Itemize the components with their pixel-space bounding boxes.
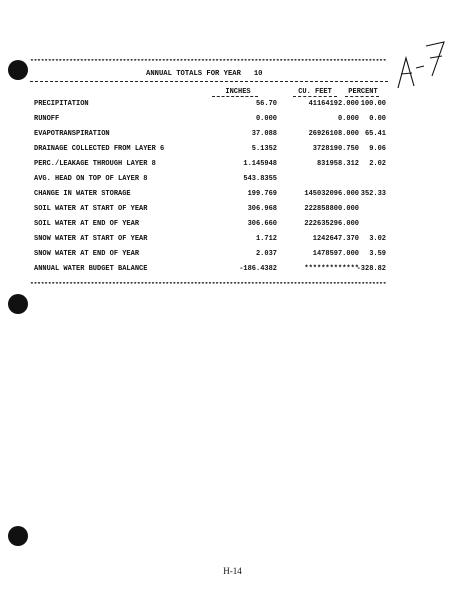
row-cu-feet: 3728190.750 [312, 145, 359, 153]
row-inches: 306.968 [247, 205, 277, 213]
report-title: ANNUAL TOTALS FOR YEAR 10 [146, 70, 263, 78]
row-label: EVAPOTRANSPIRATION [34, 130, 110, 138]
row-inches: 37.088 [251, 130, 277, 138]
row-inches: 199.769 [247, 190, 277, 198]
row-percent: 3.59 [369, 250, 386, 258]
table-row [34, 220, 384, 230]
row-inches: 56.70 [255, 100, 277, 108]
table-row [34, 175, 384, 185]
table-row [34, 250, 384, 260]
row-inches: 1.712 [255, 235, 277, 243]
row-cu-feet: 26926108.000 [308, 130, 359, 138]
row-cu-feet: 41164192.000 [308, 100, 359, 108]
table-row [34, 130, 384, 140]
table-row [34, 115, 384, 125]
row-cu-feet: 222858800.000 [304, 205, 359, 213]
row-label: PERC./LEAKAGE THROUGH LAYER 8 [34, 160, 156, 168]
row-label: RUNOFF [34, 115, 60, 123]
table-row [34, 100, 384, 110]
row-percent: 65.41 [364, 130, 386, 138]
row-cu-feet: 831958.312 [316, 160, 359, 168]
row-inches: 1.145948 [243, 160, 277, 168]
handwritten-annotation [394, 36, 448, 96]
row-cu-feet: 0.000 [337, 115, 359, 123]
row-cu-feet: 1478597.000 [312, 250, 359, 258]
row-label: AVG. HEAD ON TOP OF LAYER 8 [34, 175, 148, 183]
row-inches: 0.000 [255, 115, 277, 123]
row-inches: 2.037 [255, 250, 277, 258]
table-row [34, 205, 384, 215]
row-cu-feet: 145032096.000 [304, 190, 359, 198]
row-percent: 3.02 [369, 235, 386, 243]
row-cu-feet: ************* [304, 265, 359, 273]
table-row [34, 235, 384, 245]
row-inches: 543.8355 [243, 175, 277, 183]
column-underline-inches [212, 96, 258, 97]
column-header-percent: PERCENT [348, 88, 378, 96]
column-header-inches: INCHES [225, 88, 251, 96]
table-row [34, 265, 384, 275]
row-inches: 5.1352 [251, 145, 277, 153]
row-label: SOIL WATER AT END OF YEAR [34, 220, 140, 228]
row-percent: 2.02 [369, 160, 386, 168]
star-separator-top: **************************************************************************************************** [30, 59, 387, 65]
row-label: SNOW WATER AT END OF YEAR [34, 250, 140, 258]
row-label: PRECIPITATION [34, 100, 89, 108]
row-percent: 9.06 [369, 145, 386, 153]
row-inches: -186.4382 [239, 265, 277, 273]
row-label: SNOW WATER AT START OF YEAR [34, 235, 148, 243]
dashed-rule-top [30, 81, 388, 82]
column-underline-cu-feet [293, 96, 337, 97]
table-row [34, 190, 384, 200]
row-percent: -328.82 [356, 265, 386, 273]
binder-hole-middle [8, 294, 28, 314]
row-percent: 0.00 [369, 115, 386, 123]
column-underline-percent [345, 96, 379, 97]
row-label: DRAINAGE COLLECTED FROM LAYER 6 [34, 145, 165, 153]
row-inches: 306.660 [247, 220, 277, 228]
binder-hole-top [8, 60, 28, 80]
binder-hole-bottom [8, 526, 28, 546]
row-label: CHANGE IN WATER STORAGE [34, 190, 131, 198]
row-label: SOIL WATER AT START OF YEAR [34, 205, 148, 213]
row-cu-feet: 222635296.000 [304, 220, 359, 228]
column-header-cu-feet: CU. FEET [298, 88, 332, 96]
page-number: H-14 [223, 566, 242, 576]
row-percent: 352.33 [360, 190, 386, 198]
table-row [34, 145, 384, 155]
row-percent: 100.00 [360, 100, 386, 108]
row-label: ANNUAL WATER BUDGET BALANCE [34, 265, 148, 273]
star-separator-bottom: **************************************************************************************************** [30, 282, 387, 288]
row-cu-feet: 1242647.370 [312, 235, 359, 243]
table-row [34, 160, 384, 170]
